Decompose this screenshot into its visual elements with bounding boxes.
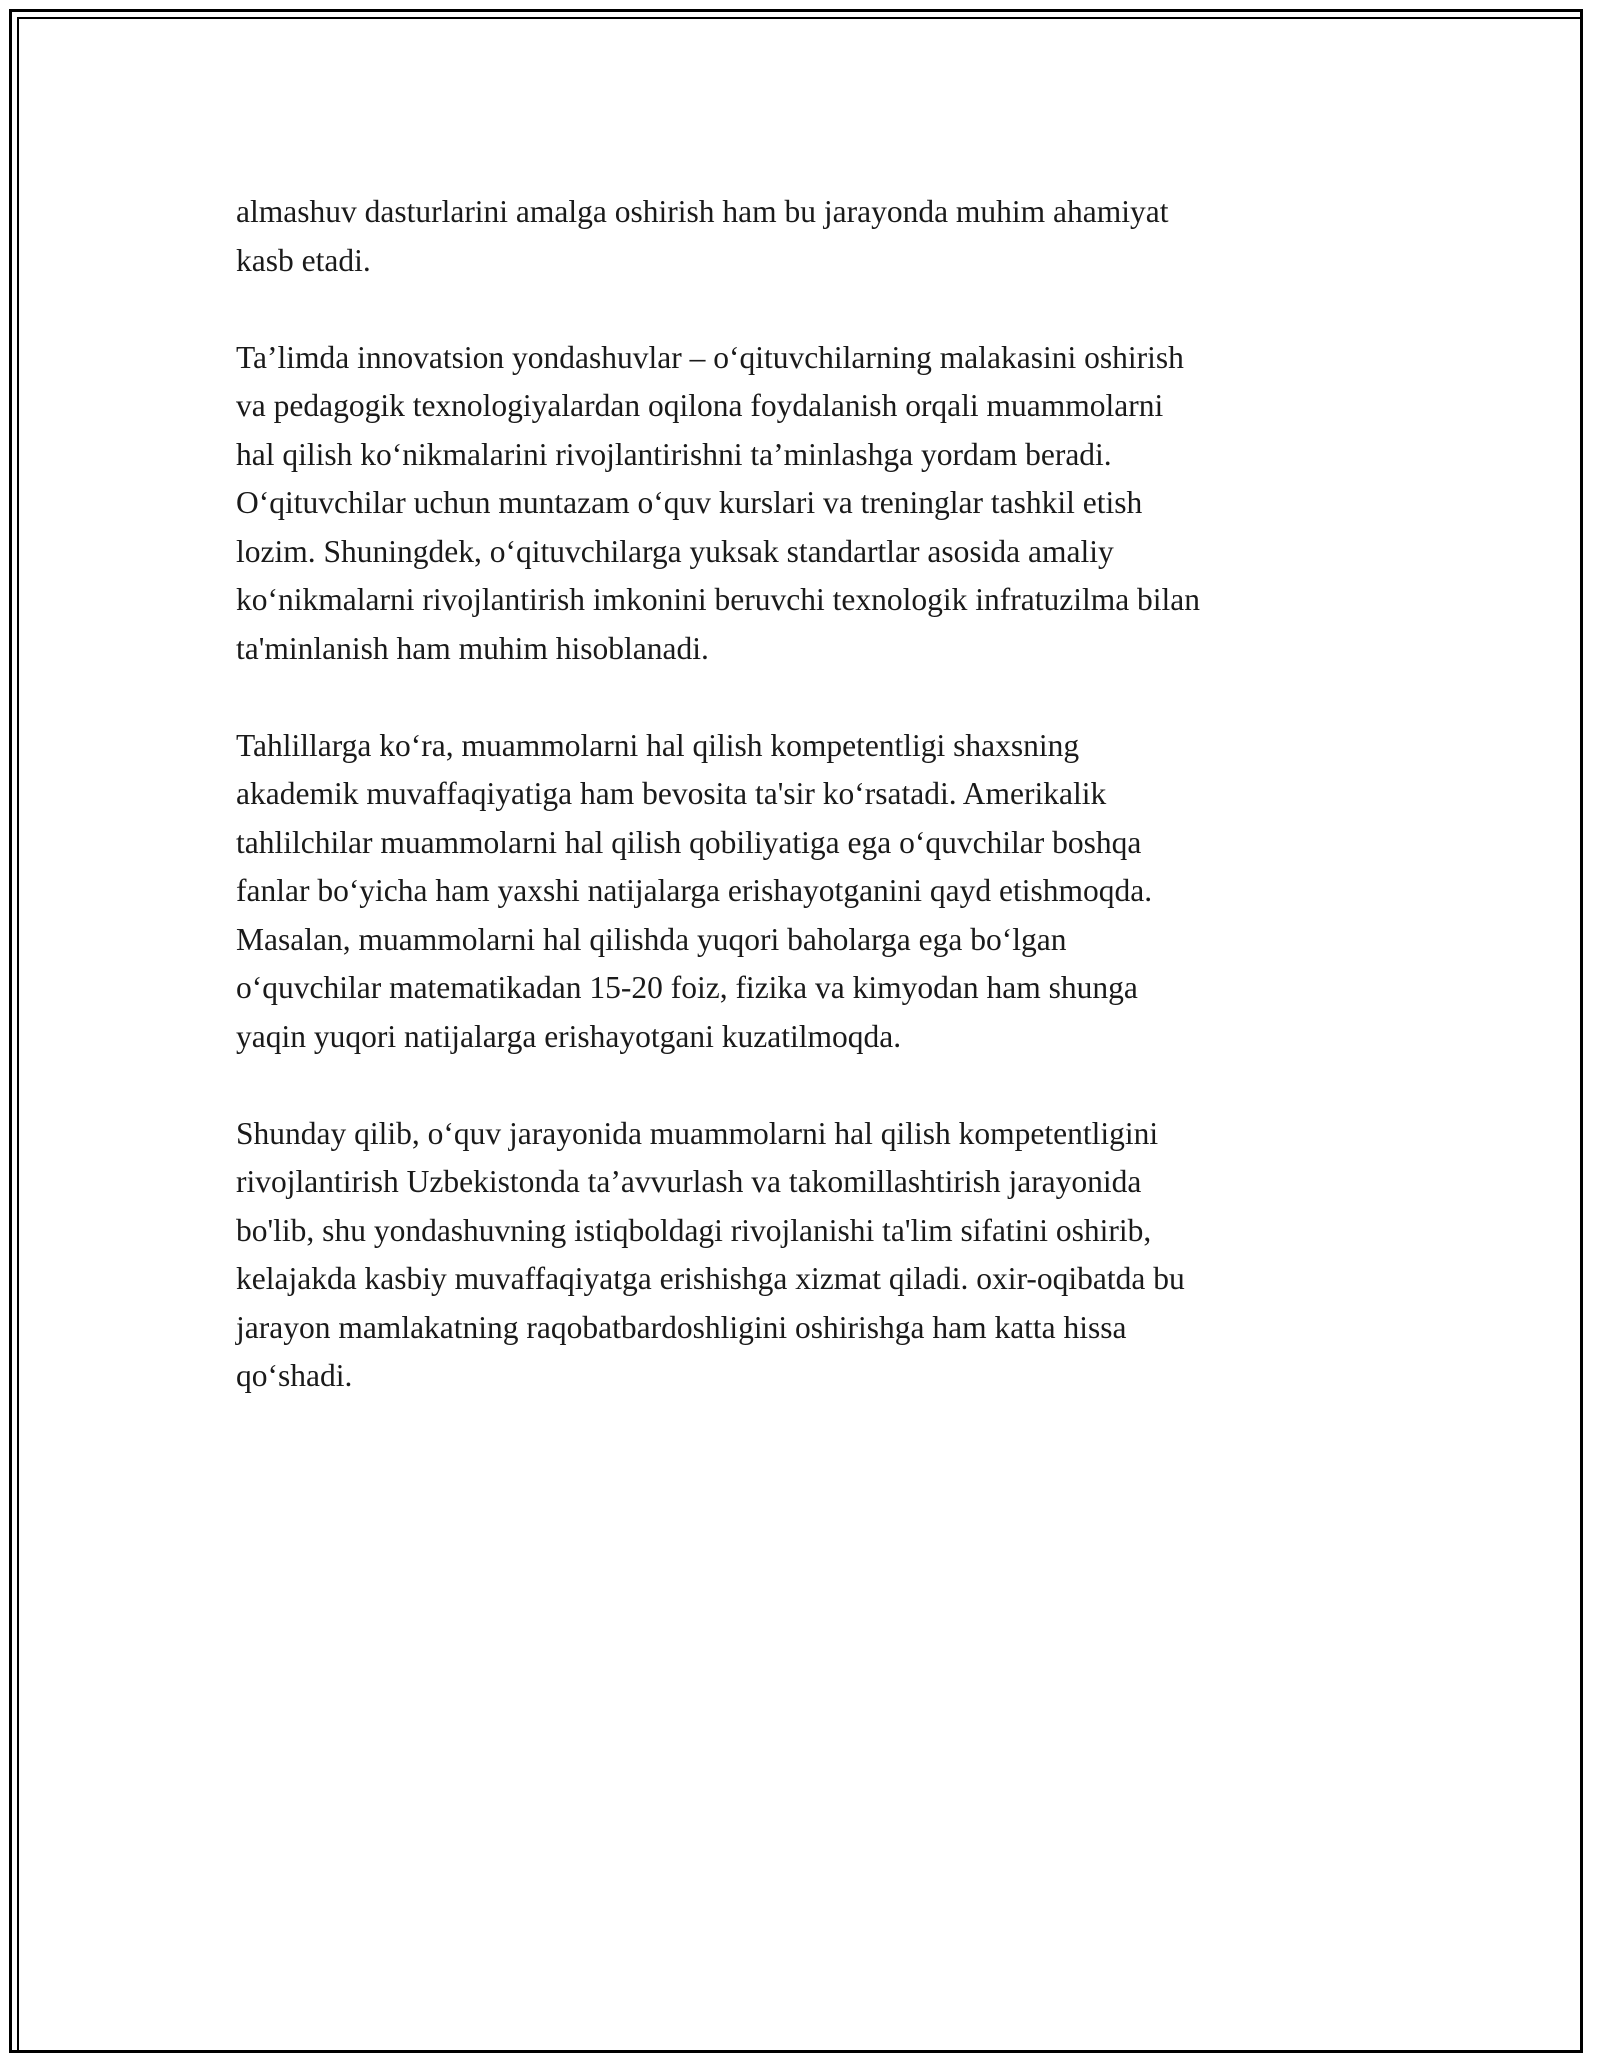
paragraph xyxy=(236,722,1376,1062)
text-line: kelajakda kasbiy muvaffaqiyatga erishishga xizmat qiladi. oxir-oqibatda bu xyxy=(236,1261,1185,1296)
text-line: Shunday qilib, o‘quv jarayonida muammolarni hal qilish kompetentligini xyxy=(236,1115,1159,1151)
text-line: O‘qituvchilar uchun muntazam o‘quv kurslari va treninglar tashkil etish xyxy=(236,485,1143,520)
text-line: kasb etadi. xyxy=(236,242,371,278)
text-line: Ta’limda innovatsion yondashuvlar – o‘qituvchilarning malakasini oshirish xyxy=(236,339,1184,375)
text-line: o‘quvchilar matematikadan 15-20 foiz, fizika va kimyodan ham shunga xyxy=(236,970,1138,1005)
text-line: Tahlillarga ko‘ra, muammolarni hal qilish kompetentligi shaxsning xyxy=(236,727,1080,763)
text-line: ta'minlanish ham muhim hisoblanadi. xyxy=(236,630,709,666)
text-line: va pedagogik texnologiyalardan oqilona foydalanish orqali muammolarni xyxy=(236,388,1164,423)
text-line: jarayon mamlakatning raqobatbardoshligini oshirishga ham katta hissa xyxy=(236,1309,1127,1345)
paragraph xyxy=(236,188,1376,285)
text-line: bo'lib, shu yondashuvning istiqboldagi rivojlanishi ta'lim sifatini oshirib, xyxy=(236,1212,1152,1248)
paragraph xyxy=(236,1110,1376,1401)
document-body xyxy=(236,188,1376,1449)
text-line: tahlilchilar muammolarni hal qilish qobiliyatiga ega o‘quvchilar boshqa xyxy=(236,824,1142,860)
text-line: lozim. Shuningdek, o‘qituvchilarga yuksak standartlar asosida amaliy xyxy=(236,533,1114,569)
text-line: fanlar bo‘yicha ham yaxshi natijalarga erishayotganini qayd etishmoqda. xyxy=(236,873,1153,908)
text-line: akademik muvaffaqiyatiga ham bevosita ta'sir ko‘rsatadi. Amerikalik xyxy=(236,776,1107,811)
text-line: almashuv dasturlarini amalga oshirish ham bu jarayonda muhim ahamiyat xyxy=(236,194,1169,229)
paragraph xyxy=(236,334,1376,674)
text-line: rivojlantirish Uzbekistonda ta’avvurlash va takomillashtirish jarayonida xyxy=(236,1164,1142,1199)
text-line: Masalan, muammolarni hal qilishda yuqori baholarga ega bo‘lgan xyxy=(236,921,1067,957)
text-line: yaqin yuqori natijalarga erishayotgani kuzatilmoqda. xyxy=(236,1018,902,1054)
text-line: hal qilish ko‘nikmalarini rivojlantirishni ta’minlashga yordam beradi. xyxy=(236,436,1112,472)
text-line: ko‘nikmalarni rivojlantirish imkonini beruvchi texnologik infratuzilma bilan xyxy=(236,582,1201,617)
text-line: qo‘shadi. xyxy=(236,1358,353,1393)
